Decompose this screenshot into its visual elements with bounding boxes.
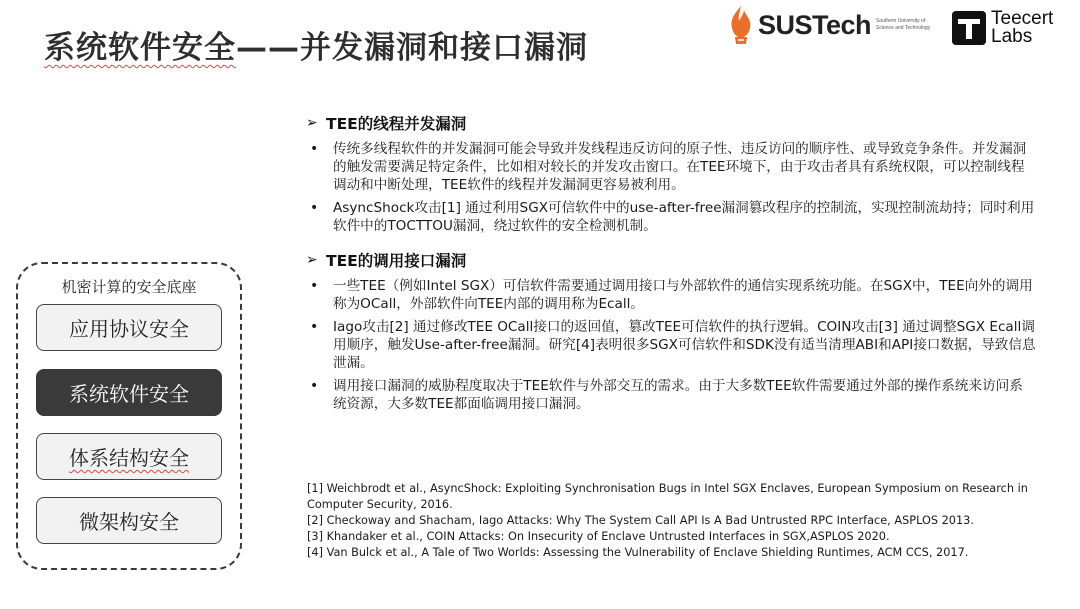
reference-2: [2] Checkoway and Shacham, Iago Attacks: Why The System Call API Is A Bad Untrusted RPC Interface, ASPLOS 2013. xyxy=(307,514,974,527)
main-content xyxy=(306,112,1036,418)
sustech-logo xyxy=(726,2,938,48)
title-part1: 系统软件安全 xyxy=(44,30,236,66)
section2-heading xyxy=(306,249,1036,271)
list-item: • Iago攻击[2] 通过修改TEE OCall接口的返回值，篡改TEE可信软件的执行逻辑。COIN攻击[3] 通过调整SGX Ecall调用顺序，触发Use-after-free漏洞。研究[4]表明很多SGX可信软件和SDK没有适当清理ABI和API接口数据，导致信息泄漏。 xyxy=(306,318,1036,372)
teecert-t-icon xyxy=(952,11,986,45)
layer-application-protocol xyxy=(36,304,222,351)
sustech-wordmark: SUSTech xyxy=(758,9,872,40)
reference-4: [4] Van Bulck et al., A Tale of Two Worlds: Assessing the Vulnerability of Enclave Shielding Runtimes, ACM CCS, 2017. xyxy=(307,546,969,559)
teecert-line2: Labs xyxy=(991,26,1033,47)
layer-label: 应用协议安全 xyxy=(69,317,189,341)
title-part2: 并发漏洞和接口漏洞 xyxy=(300,30,588,66)
layer-architecture xyxy=(36,433,222,480)
reference-1: [1] Weichbrodt et al., AsyncShock: Exploiting Synchronisation Bugs in Intel SGX Enclaves, European Symposium on Research in Computer Security, 2016. xyxy=(307,482,1028,511)
security-stack-panel xyxy=(16,262,242,570)
section1-list xyxy=(306,140,1036,235)
arrow-bullet-icon: ➢ xyxy=(306,252,318,268)
list-item: • 调用接口漏洞的威胁程度取决于TEE软件与外部交互的需求。由于大多数TEE软件需要通过外部的操作系统来访问系统资源，大多数TEE都面临调用接口漏洞。 xyxy=(306,377,1036,413)
section1-heading xyxy=(306,112,1036,134)
list-item: • AsyncShock攻击[1] 通过利用SGX可信软件中的use-after-free漏洞篡改程序的控制流，实现控制流劫持；同时利用软件中的TOCTTOU漏洞，绕过软件的安全检测机制。 xyxy=(306,199,1036,235)
section2-heading-text: TEE的调用接口漏洞 xyxy=(326,252,467,270)
teecert-line1: Teecert xyxy=(991,8,1054,29)
list-item: • 一些TEE（例如Intel SGX）可信软件需要通过调用接口与外部软件的通信实现系统功能。在SGX中，TEE向外的调用称为OCall，外部软件向TEE内部的调用称为Ecall。 xyxy=(306,277,1036,313)
sustech-subtitle: Southern University of Science and Technology xyxy=(876,18,931,31)
page-title xyxy=(44,22,588,67)
teecert-logo xyxy=(952,6,1053,50)
reference-3: [3] Khandaker et al., COIN Attacks: On Insecurity of Enclave Untrusted Interfaces in SGX,ASPLOS 2020. xyxy=(307,530,890,543)
list-item: • 传统多线程软件的并发漏洞可能会导致并发线程违反访问的原子性、违反访问的顺序性、或导致竞争条件。并发漏洞的触发需要满足特定条件，比如相对较长的并发攻击窗口。在TEE环境下，由于攻击者具有系统权限，可以控制线程调动和中断处理，TEE软件的线程并发漏洞更容易被利用。 xyxy=(306,140,1036,194)
layer-label: 系统软件安全 xyxy=(69,382,189,406)
references xyxy=(307,481,1037,561)
layer-label: 体系结构安全 xyxy=(69,446,189,470)
sustech-flame-icon xyxy=(726,4,756,46)
section1-heading-text: TEE的线程并发漏洞 xyxy=(326,115,467,133)
arrow-bullet-icon: ➢ xyxy=(306,115,318,131)
title-dash: —— xyxy=(236,30,300,66)
layer-system-software xyxy=(36,369,222,416)
stack-label: 机密计算的安全底座 xyxy=(61,278,197,296)
layer-label: 微架构安全 xyxy=(79,510,179,534)
layer-microarchitecture xyxy=(36,497,222,544)
section2-list xyxy=(306,277,1036,413)
